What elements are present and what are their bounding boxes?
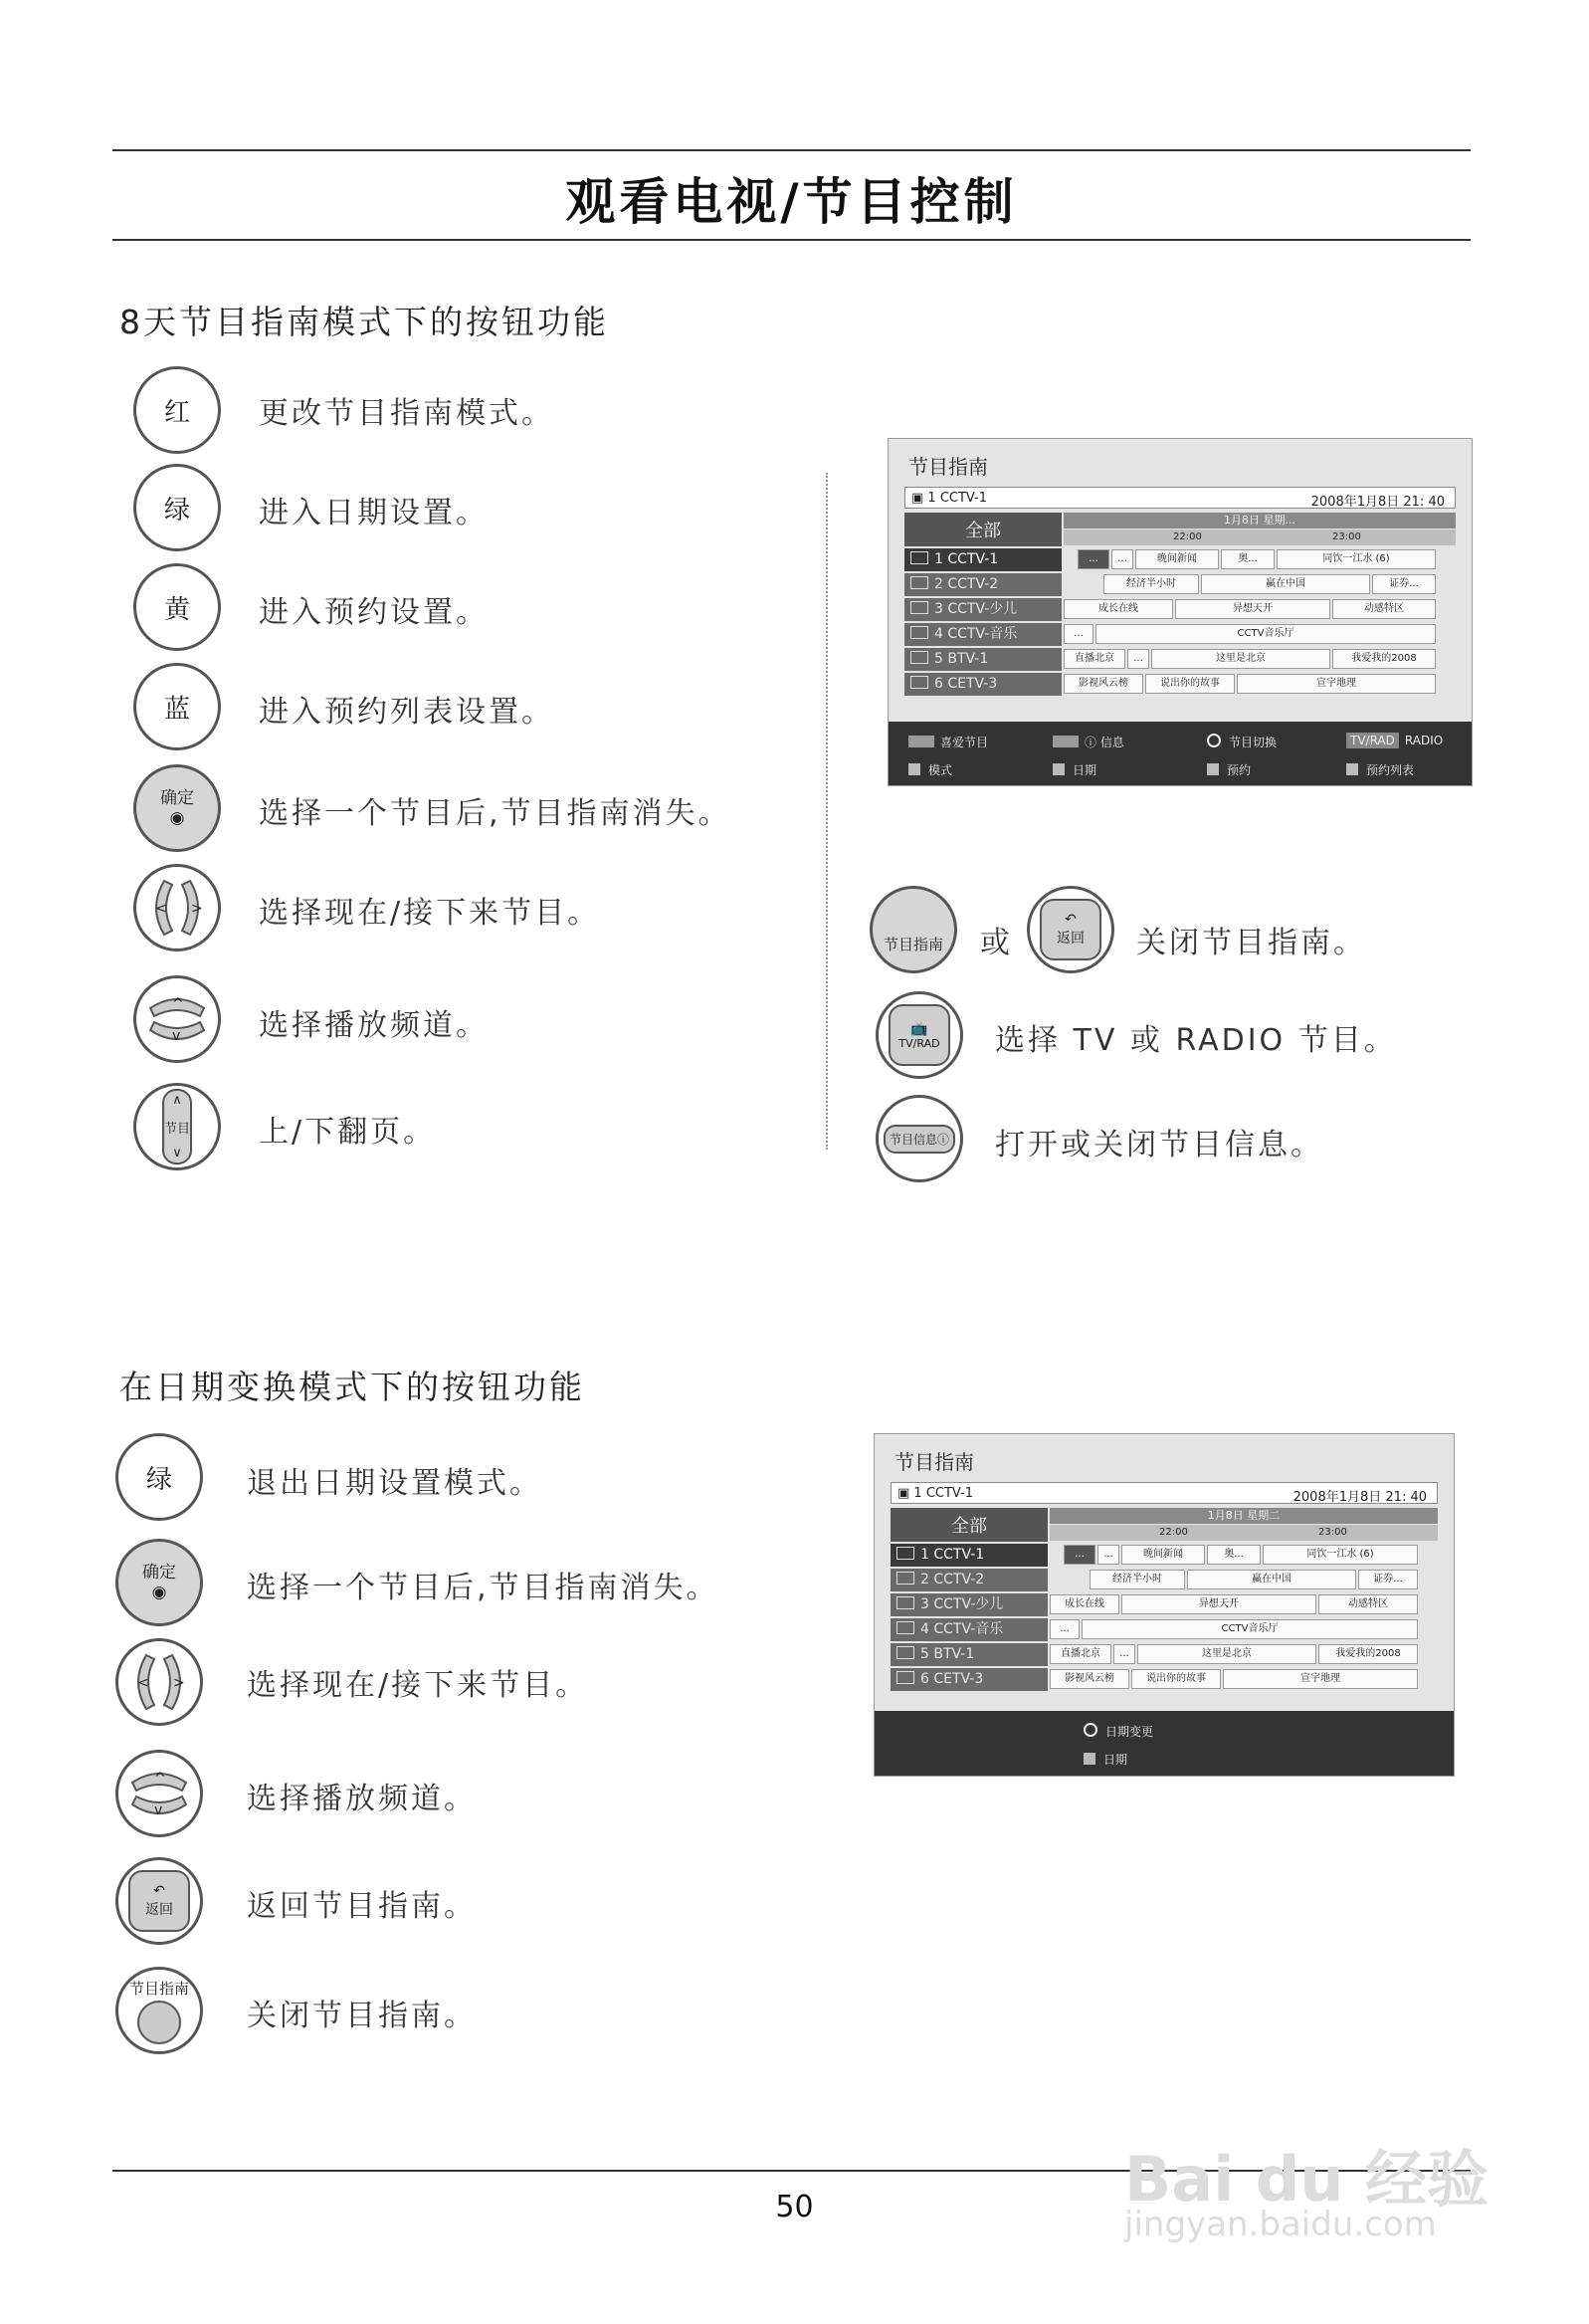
epg1-channel-label: 3 CCTV-少儿	[934, 601, 1018, 617]
tv-icon	[896, 1671, 914, 1684]
green-button-2-label: 绿	[145, 1464, 172, 1495]
epg1-program[interactable]: 宣宇地理	[1237, 674, 1436, 694]
page-button-label: 节目	[164, 1121, 191, 1137]
epg2-channel-label: 1 CCTV-1	[920, 1547, 985, 1563]
epg2-channel-label: 6 CETV-3	[920, 1671, 984, 1687]
epg1-times	[1064, 529, 1456, 545]
ok-key-icon	[1207, 734, 1221, 747]
epg2-channel-label: 3 CCTV-少儿	[920, 1596, 1004, 1612]
epg2-foot-date-change[interactable]	[1084, 1723, 1153, 1740]
green-button-label: 绿	[163, 495, 190, 526]
red-square-icon	[908, 763, 920, 775]
guide-button-2-label: 节目指南	[128, 1979, 189, 1998]
ok-button[interactable]	[133, 764, 221, 852]
epg1-row[interactable]	[904, 673, 1456, 696]
epg1-foot-label: 节目切换	[1229, 736, 1278, 749]
tv-icon	[896, 1547, 914, 1560]
tv-radio-button[interactable]	[876, 991, 963, 1079]
row-page-text: 上/下翻页。	[259, 1115, 437, 1150]
epg1-channel-label: 2 CCTV-2	[934, 576, 999, 592]
row-green-text: 进入日期设置。	[259, 496, 489, 530]
epg1-foot-mode[interactable]	[908, 761, 952, 778]
epg1-program[interactable]: 经济半小时	[1103, 574, 1199, 594]
epg2-channel-label: 5 BTV-1	[920, 1646, 975, 1662]
row-close-guide-text: 关闭节目指南。	[1136, 926, 1366, 960]
page-number: 50	[775, 2190, 814, 2224]
epg2-program[interactable]: CCTV音乐厅	[1082, 1619, 1418, 1639]
epg2-program[interactable]: 动感特区	[1318, 1594, 1418, 1614]
blue-button[interactable]	[133, 663, 221, 750]
epg1-foot-radio[interactable]	[1346, 734, 1443, 747]
epg2-channel-bar	[891, 1482, 1438, 1504]
epg1-program[interactable]: ...	[1078, 549, 1109, 569]
yellow-button[interactable]	[133, 563, 221, 651]
epg1-program[interactable]: CCTV音乐厅	[1095, 624, 1436, 644]
epg2-row[interactable]	[891, 1618, 1438, 1641]
epg2-channel-name	[891, 1618, 1048, 1641]
epg2-tv-icon: ▣	[897, 1486, 914, 1501]
green-square-icon	[1084, 1753, 1095, 1765]
svg-text:<: <	[137, 1675, 149, 1691]
row2-guide-text: 关闭节目指南。	[247, 1999, 477, 2033]
epg1-foot-label: 预约列表	[1366, 763, 1415, 777]
svg-text:^: ^	[172, 996, 184, 1012]
epg1-channel-name	[904, 648, 1062, 671]
info-button[interactable]	[876, 1095, 963, 1182]
svg-text:v: v	[172, 1028, 181, 1044]
up-down-button[interactable]	[133, 975, 221, 1063]
epg1-program[interactable]: ...	[1064, 624, 1093, 644]
epg2-foot-date[interactable]	[1084, 1751, 1127, 1768]
red-key-icon	[908, 736, 934, 747]
epg1-channel-label: 6 CETV-3	[934, 676, 998, 692]
tvrad-key-icon: TV/RAD	[1346, 733, 1399, 748]
epg2-program[interactable]: 这里是北京	[1137, 1644, 1316, 1664]
title-rule	[112, 239, 1471, 241]
top-rule	[112, 149, 1471, 151]
epg1-program[interactable]: 成长在线	[1064, 599, 1173, 619]
epg2-time-1: 23:00	[1318, 1527, 1347, 1538]
epg1-channel-name	[904, 573, 1062, 596]
round-key-icon	[137, 2001, 181, 2044]
epg2-program[interactable]: ...	[1097, 1545, 1119, 1565]
svg-text:^: ^	[154, 1771, 166, 1787]
back-arrow-icon: ↶	[1065, 912, 1077, 928]
ok-key-icon	[1084, 1723, 1097, 1737]
epg1-channel-label: 1 CCTV-1	[934, 551, 999, 567]
tv-icon	[910, 626, 928, 639]
epg1-channel-label: 5 BTV-1	[934, 651, 989, 667]
guide-button[interactable]	[870, 886, 957, 973]
tv-radio-button-label: TV/RAD	[898, 1036, 940, 1050]
back-button-2-label: 返回	[145, 1902, 173, 1918]
tv-icon	[896, 1572, 914, 1585]
epg1-program[interactable]: 奥...	[1221, 549, 1275, 569]
epg2-program[interactable]: 晚间新闻	[1121, 1545, 1205, 1565]
svg-text:>: >	[173, 1675, 185, 1691]
tv-icon	[896, 1646, 914, 1659]
epg1-channel-name	[904, 623, 1062, 646]
epg2-row[interactable]	[891, 1668, 1438, 1691]
tv-radio-icon: 📺	[910, 1020, 928, 1037]
epg1-row[interactable]	[904, 573, 1456, 596]
epg2-program[interactable]: 说出你的故事	[1131, 1669, 1221, 1689]
info-icon: ⓘ	[937, 1132, 950, 1147]
left-right-arrows-icon	[124, 1647, 194, 1717]
row2-back-text: 返回节目指南。	[247, 1889, 477, 1924]
epg1-time-0: 22:00	[1173, 531, 1202, 542]
epg2-program[interactable]: ...	[1113, 1644, 1135, 1664]
epg1-row[interactable]	[904, 648, 1456, 671]
epg2-channel-name	[891, 1668, 1048, 1691]
section2-title: 在日期变换模式下的按钮功能	[119, 1368, 585, 1406]
yellow-square-icon	[1207, 763, 1219, 775]
green-button-2[interactable]	[115, 1433, 203, 1521]
epg1-foot-switch[interactable]	[1207, 734, 1277, 750]
epg1-tv-icon: ▣	[911, 491, 928, 506]
epg1-datetime: 2008年1月8日 21: 40	[1310, 495, 1445, 510]
up-down-arrows-icon	[124, 1759, 194, 1828]
epg2-time-0: 22:00	[1159, 1527, 1188, 1538]
epg-screenshot-1	[888, 438, 1473, 786]
epg1-channel-bar	[904, 487, 1456, 509]
epg1-title: 节目指南	[908, 455, 988, 479]
info-icon: ⓘ	[1085, 736, 1100, 749]
epg2-date-label: 1月8日 星期二	[1050, 1508, 1438, 1524]
epg2-footer	[875, 1711, 1454, 1777]
red-button-label: 红	[163, 397, 190, 428]
epg1-footer	[889, 722, 1472, 786]
tv-icon	[896, 1596, 914, 1609]
back-button-label: 返回	[1057, 931, 1085, 947]
tv-icon	[910, 676, 928, 689]
epg1-foot-label: 喜爱节目	[940, 736, 989, 749]
row-blue-text: 进入预约列表设置。	[259, 695, 554, 730]
epg2-channel-name	[891, 1593, 1048, 1616]
epg2-times	[1050, 1525, 1438, 1541]
svg-text:<: <	[155, 901, 167, 917]
epg1-date-label: 1月8日 星期...	[1064, 513, 1456, 528]
back-arrow-icon: ↶	[153, 1883, 165, 1899]
section1-title: 8天节目指南模式下的按钮功能	[119, 303, 609, 341]
epg2-title: 节目指南	[894, 1450, 974, 1474]
tv-icon	[910, 601, 928, 614]
red-button[interactable]	[133, 366, 221, 454]
epg2-channel-name	[891, 1569, 1048, 1591]
epg1-foot-favorites[interactable]	[908, 734, 988, 750]
left-right-button[interactable]	[133, 864, 221, 951]
epg2-channel-label: 2 CCTV-2	[920, 1572, 985, 1587]
epg2-program[interactable]: 同饮一江水 (6)	[1263, 1545, 1418, 1565]
epg1-foot-label: 模式	[928, 763, 953, 777]
ok-button-label: 确定	[160, 788, 194, 808]
green-button[interactable]	[133, 464, 221, 551]
epg1-row[interactable]	[904, 623, 1456, 646]
epg2-channel-name	[891, 1544, 1048, 1567]
epg-screenshot-2	[874, 1433, 1455, 1777]
epg1-all-filter[interactable]: 全部	[904, 513, 1062, 546]
epg1-foot-label: RADIO	[1404, 734, 1444, 747]
row-info-text: 打开或关闭节目信息。	[995, 1128, 1323, 1162]
epg1-foot-info[interactable]	[1053, 734, 1124, 750]
row2-leftright-text: 选择现在/接下来节目。	[247, 1668, 589, 1703]
epg2-row[interactable]	[891, 1544, 1438, 1567]
row-tvradio-text: 选择 TV 或 RADIO 节目。	[995, 1023, 1397, 1058]
epg1-channel-name	[904, 548, 1062, 571]
epg2-program[interactable]: ...	[1064, 1545, 1095, 1565]
epg2-program[interactable]: 我爱我的2008	[1318, 1644, 1418, 1664]
epg1-program[interactable]: 这里是北京	[1151, 649, 1330, 669]
epg1-foot-date[interactable]	[1053, 761, 1096, 778]
epg1-program[interactable]: ...	[1111, 549, 1133, 569]
blue-button-label: 蓝	[163, 694, 190, 725]
epg1-row[interactable]	[904, 598, 1456, 621]
page-up-icon: ∧	[172, 1093, 182, 1108]
epg2-program[interactable]: 异想天开	[1121, 1594, 1316, 1614]
epg1-program[interactable]: 同饮一江水 (6)	[1277, 549, 1436, 569]
epg1-program[interactable]: ...	[1127, 649, 1149, 669]
row2-ok-text: 选择一个节目后,节目指南消失。	[247, 1571, 719, 1605]
column-divider	[826, 473, 828, 1150]
row-ok-text: 选择一个节目后,节目指南消失。	[259, 796, 731, 831]
page-title: 观看电视/节目控制	[565, 173, 1018, 231]
tv-icon	[910, 576, 928, 589]
ok-dot-icon: ◉	[169, 808, 185, 828]
row-leftright-text: 选择现在/接下来节目。	[259, 896, 601, 931]
epg1-channel-name	[904, 673, 1062, 696]
back-button-2[interactable]	[115, 1857, 203, 1945]
epg1-foot-booking[interactable]	[1207, 761, 1251, 778]
epg1-current-channel: 1 CCTV-1	[927, 491, 988, 506]
epg1-program[interactable]: 赢在中国	[1201, 574, 1370, 594]
page-down-icon: ∨	[172, 1146, 182, 1161]
tv-icon	[896, 1621, 914, 1634]
epg2-row[interactable]	[891, 1593, 1438, 1616]
svg-text:>: >	[191, 901, 203, 917]
epg1-program[interactable]: 异想天开	[1175, 599, 1330, 619]
svg-text:v: v	[154, 1802, 163, 1818]
epg1-program[interactable]: 我爱我的2008	[1332, 649, 1436, 669]
epg1-program[interactable]: 证券...	[1372, 574, 1436, 594]
epg2-channel-name	[891, 1643, 1048, 1666]
ok-button-2[interactable]	[115, 1539, 203, 1626]
page-button[interactable]	[133, 1083, 221, 1170]
epg2-program[interactable]: 宣宇地理	[1223, 1669, 1418, 1689]
up-down-arrows-icon	[142, 984, 212, 1054]
epg2-program[interactable]: 证券...	[1358, 1570, 1418, 1589]
epg1-row[interactable]	[904, 548, 1456, 571]
left-right-button-2[interactable]	[115, 1638, 203, 1726]
epg1-foot-booking-list[interactable]	[1346, 761, 1414, 778]
epg2-foot-label: 日期	[1103, 1753, 1128, 1767]
blue-square-icon	[1346, 763, 1358, 775]
epg1-foot-label: 预约	[1227, 763, 1252, 777]
left-right-arrows-icon	[142, 873, 212, 943]
epg2-channel-label: 4 CCTV-音乐	[920, 1621, 1004, 1637]
tv-icon	[910, 651, 928, 664]
epg1-program[interactable]: 直播北京	[1064, 649, 1125, 669]
watermark-brand: Bai du 经验	[1124, 2143, 1490, 2216]
ok-button-2-label: 确定	[142, 1563, 176, 1583]
green-square-icon	[1053, 763, 1065, 775]
row-updown-text: 选择播放频道。	[259, 1008, 489, 1043]
guide-button-label: 节目指南	[883, 935, 943, 953]
epg1-foot-label: 信息	[1099, 736, 1124, 749]
tv-icon	[910, 551, 928, 564]
epg1-foot-label: 日期	[1073, 763, 1097, 777]
epg2-program[interactable]: 经济半小时	[1090, 1570, 1185, 1589]
epg1-time-1: 23:00	[1332, 531, 1361, 542]
epg2-foot-label: 日期变更	[1105, 1725, 1154, 1739]
info-key-icon	[1053, 736, 1079, 747]
epg2-row[interactable]	[891, 1643, 1438, 1666]
epg2-current-channel: 1 CCTV-1	[913, 1486, 974, 1501]
info-button-label: 节目信息	[889, 1132, 937, 1147]
row-red-text: 更改节目指南模式。	[259, 396, 554, 431]
epg2-program[interactable]: 赢在中国	[1187, 1570, 1356, 1589]
epg1-channel-name	[904, 598, 1062, 621]
epg2-program[interactable]: ...	[1050, 1619, 1080, 1639]
row-yellow-text: 进入预约设置。	[259, 595, 489, 630]
epg2-program[interactable]: 成长在线	[1050, 1594, 1119, 1614]
epg1-program[interactable]: 说出你的故事	[1145, 674, 1235, 694]
epg1-channel-label: 4 CCTV-音乐	[934, 626, 1018, 642]
up-down-button-2[interactable]	[115, 1750, 203, 1837]
epg1-program[interactable]: 影视风云榜	[1064, 674, 1143, 694]
watermark-url: jingyan.baidu.com	[1124, 2205, 1437, 2244]
epg2-row[interactable]	[891, 1569, 1438, 1591]
or-text: 或	[980, 926, 1013, 960]
epg2-program[interactable]: 奥...	[1207, 1545, 1261, 1565]
row2-updown-text: 选择播放频道。	[247, 1782, 477, 1816]
yellow-button-label: 黄	[163, 594, 190, 625]
back-button[interactable]	[1027, 886, 1114, 973]
epg2-datetime: 2008年1月8日 21: 40	[1292, 1490, 1427, 1505]
epg2-all-filter[interactable]: 全部	[891, 1508, 1048, 1542]
epg1-program[interactable]: 动感特区	[1332, 599, 1436, 619]
row2-green-text: 退出日期设置模式。	[247, 1466, 542, 1501]
epg1-program[interactable]: 晚间新闻	[1135, 549, 1219, 569]
epg2-program[interactable]: 影视风云榜	[1050, 1669, 1129, 1689]
ok-dot-icon: ◉	[151, 1583, 167, 1602]
epg2-program[interactable]: 直播北京	[1050, 1644, 1111, 1664]
guide-button-2[interactable]	[115, 1967, 203, 2054]
